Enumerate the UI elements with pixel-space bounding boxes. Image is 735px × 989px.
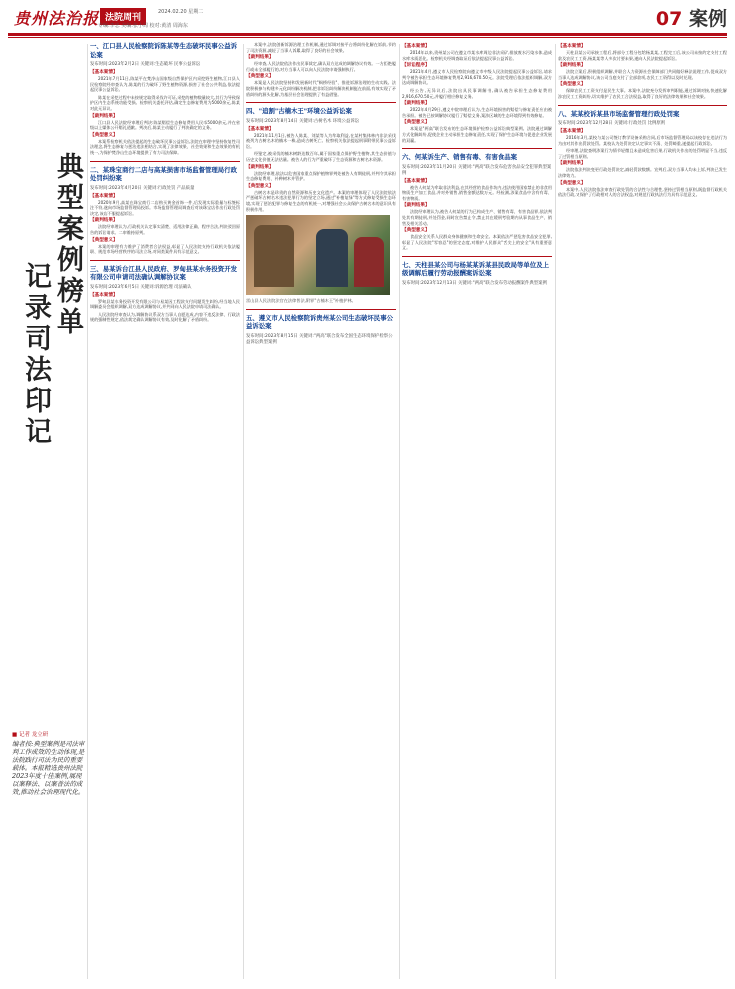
paragraph: 本案的审理有力维护了消费者合法权益,彰显了人民法院支持行政机关依法履职、规范市场经营秩序的司法立场,对同类案件具有示范意义。: [90, 243, 240, 255]
case-divider: [246, 309, 396, 310]
paragraph: 被告人何某为牟取非法利益,在其经营的食品作坊内,违法使用国家禁止的非食用物质生产加工食品,并对外销售,销售金额达数万元。经检测,涉案食品中含有有毒、有害物质。: [402, 184, 552, 201]
editor-note: 编者按:典型案例是司法审判工作成效的生动体现,是法院践行司法为民的重要载体。本报精选贵州法院2023年度十佳案例,展现以案释法、以案普法的成效,推动社会治理现代化。: [12, 740, 85, 796]
column-divider: [399, 44, 400, 979]
section-label: 【基本案情】: [246, 126, 274, 132]
column-divider: [555, 44, 556, 979]
photo-figure: [254, 225, 294, 287]
page-number: 07: [655, 8, 683, 30]
case-meta: 发布时间:2023年12月13日 关键词:"两高"联合发布劳动报酬案件典型案例: [402, 280, 547, 286]
case-meta: 发布时间:2023年6月5日 关键词:诉源治理 司法确认: [90, 284, 192, 290]
section-tag: 法院周刊: [100, 8, 146, 25]
case-divider: [90, 161, 240, 162]
paragraph: 2016年3月,某校与某公司签订教学设备采购合同,后市场监督管理局以该校存在违法行为为由对其作出罚款处罚。某校认为处罚决定认定事实不清、处罚畸重,遂提起行政诉讼。: [558, 135, 727, 146]
paragraph: 经审理,法院查明涉案行为情节轻微且未造成危害后果,行政机关作出的处罚明显不当,违反了过罚相当原则。: [558, 148, 727, 159]
case-heading: 四、"追割"古楠木王"环境公益诉讼案: [246, 107, 352, 116]
case-heading: 六、何某诉生产、销售有毒、有害食品案: [402, 153, 518, 162]
section-label: 【基本案情】: [90, 193, 118, 199]
paragraph: 江口县人民法院经审理后判决:陈某赔偿生态修复费用人民币5000余元,并在省级以上媒体公开赔礼道歉。判决后,陈某主动履行了判决确定的义务。: [90, 119, 240, 131]
case-divider: [90, 260, 240, 261]
section-label: 【典型意义】: [90, 132, 118, 138]
section-label: 【典型意义】: [90, 237, 118, 243]
newspaper-logo: 贵州法治报: [14, 9, 100, 28]
big-title-line1: 典型案例榜单: [52, 152, 83, 338]
article-column-5: [558, 42, 727, 982]
paragraph: 本案是"两高"联合发布的生态环境保护检察公益诉讼典型案例。法院通过调解方式化解纠纷,促使企业主动承担生态修复责任,实现了保护生态环境与促进企业发展的双赢。: [402, 126, 552, 143]
article-column-3: [246, 42, 396, 982]
paragraph: 法院经审理认为,被告人何某的行为已构成生产、销售有毒、有害食品罪,依法判处其有期徒刑,并处罚金,同时宣告禁止令,禁止其在缓刑考验期内从事食品生产、销售及相关活动。: [402, 209, 552, 226]
case-meta: 发布时间:2023年12月28日 关键词:行政处罚 比例原则: [558, 121, 666, 127]
section-label: 【典型意义】: [402, 120, 430, 126]
photo-figure: [354, 237, 384, 287]
section-label: 【基本案情】: [558, 129, 586, 135]
section-label: 【典型意义】: [558, 82, 586, 88]
paragraph: 本案中,人民法院依法审查行政处罚的合法性与合理性,坚持过罚相当原则,既监督行政机关依法行政,又保护了行政相对人的合法权益,对规范行政执法行为具有示范意义。: [558, 186, 727, 198]
case-heading: 三、易某诉台江县人民政府、罗甸县某水务投资开发有限公司申请司法确认调解协议案: [90, 264, 237, 282]
paragraph: 罗甸县某水务投资开发有限公司与易某因工程款支付问题发生纠纷,经当地人民调解委员会组织调解,双方达成调解协议,并共同向人民法院申请司法确认。: [90, 298, 240, 310]
paragraph: 陈某在采挖过程中未按规定取得采伐许可证,采挖的植物数量较大,其行为导致保护区内生态系统功能受损。检察机关委托评估,确定生态修复费用为5000余元,陈某对此无异议。: [90, 94, 240, 111]
case-heading: 一、江口县人民检察院诉陈某等生态破坏民事公益诉讼案: [90, 42, 237, 59]
case-meta: 发布时间:2023年11月20日 关键词:"两高"联合发布危害食品安全犯罪典型案例: [402, 164, 552, 176]
section-label: 【基本案情】: [402, 44, 430, 49]
case-meta: 发布时间:2023年8月15日 关键词:"两高"联合发布全国生态环境保护检察公益诉讼典型案例: [246, 333, 393, 345]
paragraph: 天柱县某公司承接工程后,将部分工程分包给杨某某,工程完工后,该公司未按约定支付工程款及农民工工资,杨某某等人多次讨要未果,遂向人民法院提起诉讼。: [558, 50, 727, 61]
paragraph: 法院经审理,依法以危害国家重点保护植物罪判处被告人有期徒刑,并判令其承担生态修复费用、补种树木并管护。: [246, 170, 396, 182]
masthead-rule: [8, 33, 727, 36]
paragraph: 2021年11月1日,被告人陈某、刘某等人为牟取利益,在某村集体林内非法采伐被列为古树名木的楠木一株,造成古树死亡。检察机关依法提起刑事附带民事公益诉讼。: [246, 132, 396, 149]
case-heading: 七、天柱县某公司与杨某某诉某县民政局等单位及上级调解后履行劳动报酬案诉讼案: [402, 260, 549, 278]
paragraph: 法院经审理认为,行政机关认定事实清楚、适用法律正确、程序合法,判决驳回原告的诉讼请求。二审维持原判。: [90, 224, 240, 235]
case-divider: [402, 256, 552, 257]
title-column: [8, 42, 86, 982]
paragraph: 法院依法判决变更行政处罚决定,减轻罚款数额。宣判后,双方当事人均未上诉,判决已发生法律效力。: [558, 167, 727, 179]
reporter-byline: ■ 记者 龙立研: [12, 732, 49, 738]
paragraph: 2021年7月11日,陈某平在梵净山国家级自然保护区内采挖野生植物,江口县人民检察院经审查认为,陈某的行为破坏了野生植物资源,损害了社会公共利益,依法提起民事公益诉讼。: [90, 76, 240, 93]
paragraph: 食品安全关系人民群众身体健康和生命安全。本案依法严惩危害食品安全犯罪,彰显了人民法院"零容忍"的坚定态度,对维护人民群众"舌尖上的安全"具有重要意义。: [402, 234, 552, 251]
paragraph: 2021年4月,遵义市人民检察院向遵义市中级人民法院提起民事公益诉讼,请求判令被告承担生态环境修复费用2,916,670.50元。法院受理后依法组织调解,双方达成调解协议。: [402, 69, 552, 86]
paragraph: 本案系检察机关依法提起的生态破坏民事公益诉讼,法院在审理中坚持恢复性司法理念,将生态修复与惩治违法相结合,实现了法律效果、社会效果和生态效果的有机统一,为保护梵净山生态环境提供了有力司法保障。: [90, 138, 240, 155]
section-label: 【基本案情】: [90, 70, 118, 75]
section-label: 【裁判结果】: [90, 113, 118, 119]
editor-credits: 专编:李忠 美编:张小周 校对:黄清 周海东: [98, 23, 188, 29]
section-label: 【基本案情】: [402, 178, 430, 184]
section-label: 【裁判结果】: [558, 63, 586, 69]
issue-date: 2024.02.20 星期二: [158, 9, 204, 15]
page-section-title: 案例: [688, 8, 727, 30]
case-divider: [402, 148, 552, 149]
section-label: 【典型意义】: [246, 74, 274, 80]
paragraph: 2020年9月,高某在珠宝商行二店购买黄金首饰一件,后发现实际重量与标签标注不符,遂向市场监督管理局投诉。市场监督管理局调查后对该珠宝店作出行政处罚决定,该店不服提起诉讼。: [90, 199, 240, 216]
section-label: 【裁判结果】: [402, 101, 430, 107]
paragraph: 经鉴定,被采伐的楠木树龄达数百年,属于国家重点保护野生植物,其生态价值与历史文化价值无法估量。被告人的行为严重破坏了生态资源和古树名木资源。: [246, 151, 396, 163]
section-label: 【裁判结果】: [90, 218, 118, 224]
section-label: 【典型意义】: [558, 180, 586, 186]
case-meta: 发布时间:2023年4月20日 关键词:行政处罚 产品质量: [90, 185, 195, 191]
case-meta: 发布时间:2023年2月2日 关键词:生态破坏 民事公益诉讼: [90, 62, 201, 67]
paragraph: 经公告,无异议后,法院出具民事调解书,确认被告承担生态修复费用2,916,670.50元,并履行相应修复义务。: [402, 87, 552, 99]
section-label: 【裁判结果】: [558, 161, 586, 167]
article-column-2: [90, 42, 240, 982]
case-meta: 发布时间:2023年8月14日 关键词:古树名木 环境公益诉讼: [246, 118, 360, 124]
section-label: 【裁判结果】: [246, 55, 274, 61]
section-label: 【裁判结果】: [246, 164, 274, 170]
page-section: [656, 4, 727, 31]
paragraph: 保障农民工工资支付是民生大事。本案中,法院充分发挥审判职能,通过诉调对接,快速化解涉农民工工资纠纷,切实维护了农民工合法权益,取得了良好的法律效果和社会效果。: [558, 88, 727, 99]
news-photo: [246, 215, 390, 295]
photo-figure: [316, 229, 348, 287]
section-label: 【基本案情】: [558, 44, 586, 49]
paragraph: 2022年4月29日,遵义中院审理后认为,生态环境损害的赔偿与修复责任应由被告承担。被告已按调解协议履行了赔偿义务,案涉区域的生态环境得到有效修复。: [402, 107, 552, 118]
paragraph: 本案中,法院创新诉源治理工作机制,通过诉调对接平台将纠纷化解在诉前,节约了司法资源,减轻了当事人诉累,取得了良好的社会效果。: [246, 42, 396, 53]
case-divider: [558, 105, 727, 106]
case-heading: 五、遵义市人民检察院诉贵州某公司生态破坏民事公益诉讼案: [246, 313, 393, 331]
big-title-line2: 记录司法印记: [20, 262, 51, 448]
paragraph: 人民法院经审查认为,调解协议系双方当事人自愿达成,内容不违反法律、行政法规的强制性规定,依法裁定确认调解协议有效,及时化解了矛盾纠纷。: [90, 311, 240, 323]
section-label: 【基本案情】: [90, 292, 118, 298]
paragraph: 本案是人民法院坚持和发展新时代"枫桥经验"、推进诉源治理的生动实践。法院积极参与构建多元化纠纷解决机制,把非诉讼纠纷解决机制挺在前面,有效实现了矛盾纠纷的源头化解,为基层社会治理提供了有益借鉴。: [246, 80, 396, 97]
paragraph: 古树名木是珍贵的自然资源和历史文化遗产。本案的审理体现了人民法院依法严惩破坏古树名木违法犯罪行为的坚定立场,通过"补植复绿"等方式修复受损生态环境,实现了惩治犯罪与修复生态的有机统一,对增强社会公众保护古树名木的意识具有积极作用。: [246, 189, 396, 212]
column-divider: [87, 44, 88, 979]
case-heading: 二、某珠宝商行二店与高某损害市场监督管理局行政处罚纠纷案: [90, 165, 237, 183]
section-label: 【裁判结果】: [402, 203, 430, 209]
masthead-rule-thin: [8, 37, 727, 38]
paragraph: 2014年以来,贵州某公司在遵义市某水库周边非法采矿,排放废水污染水体,造成水库水质恶化。检察机关经调查取证后依法提起民事公益诉讼。: [402, 50, 552, 61]
case-divider: [246, 102, 396, 103]
paragraph: 经审查,人民法院依法作出民事裁定,确认双方达成的调解协议有效。一方拒绝履行或未全部履行的,对方当事人可以向人民法院申请强制执行。: [246, 61, 396, 72]
photo-caption: 雷山县人民法院法官在法律普法,附罪"古楠木王"补植护林。: [246, 298, 356, 304]
column-divider: [243, 44, 244, 979]
article-column-4: [402, 42, 552, 982]
paragraph: 法院立案后,积极组织调解,并联合人力资源社会保障部门共同做好释法说理工作,促成双方当事人达成调解协议,该公司当庭支付了全部款项,农民工工资得以及时兑现。: [558, 69, 727, 80]
section-label: 【典型意义】: [246, 183, 274, 189]
case-heading: 八、某某校诉某县市场监督管理行政处罚案: [558, 109, 680, 118]
section-label: 【典型意义】: [402, 228, 430, 234]
section-label: 【诉讼程序】: [402, 63, 430, 69]
